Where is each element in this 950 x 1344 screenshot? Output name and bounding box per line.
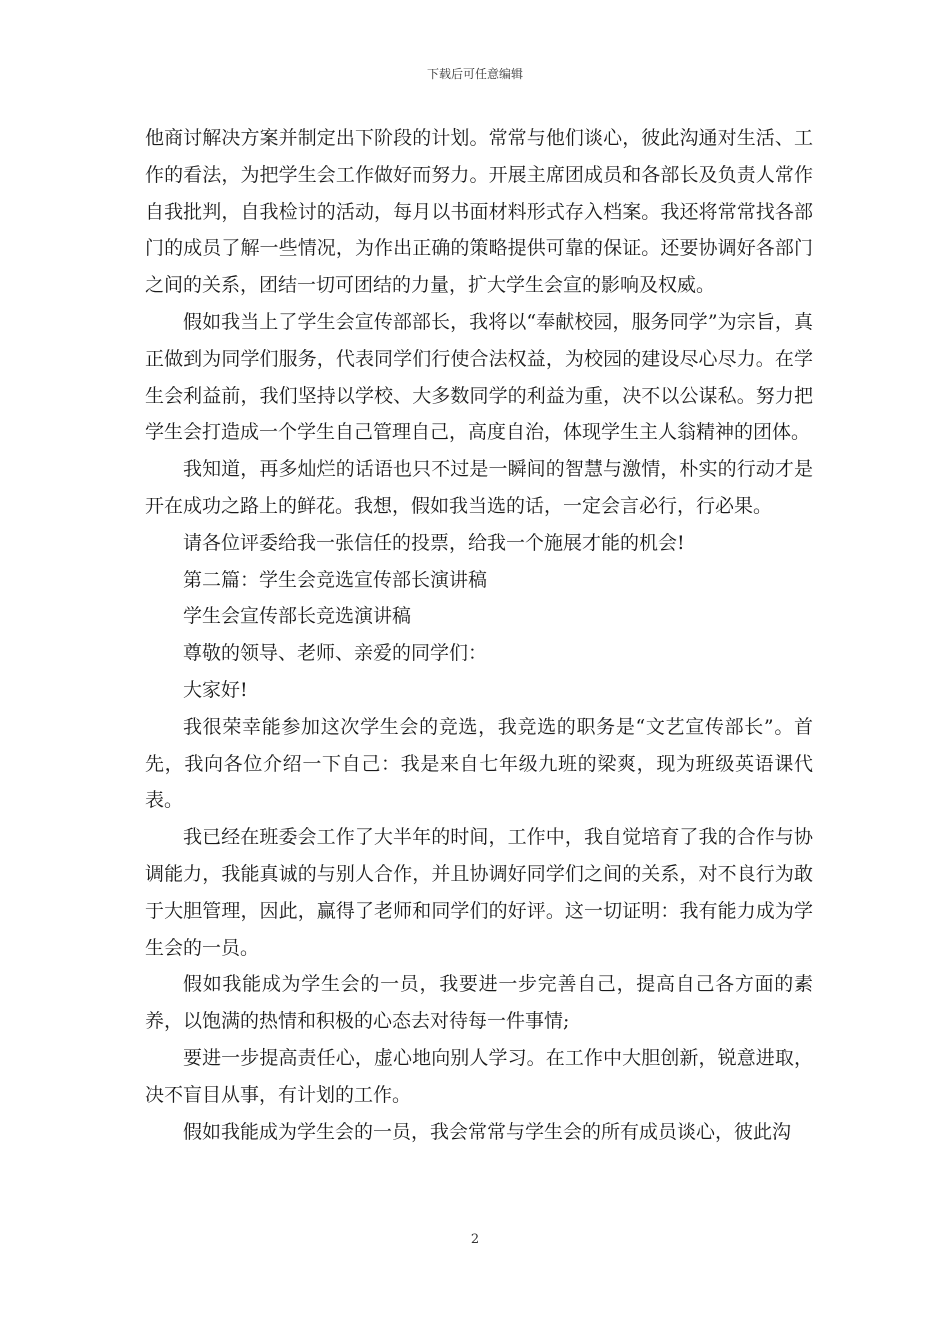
page-number: 2 (470, 1232, 480, 1247)
paragraph-1: 他商讨解决方案并制定出下阶段的计划。常常与他们谈心，彼此沟通对生活、工作的看法，为把学生会工作做好而努力。开展主席团成员和各部长及负责人常作自我批判，自我检讨的活动，每月以书面材料形式存入档案。我还将常常找各部门的成员了解一些情况，为作出正确的策略提供可靠的保证。还要协调好各部门之间的关系，团结一切可团结的力量，扩大学生会宣的影响及权威。 (145, 127, 813, 297)
paragraph-12: 要进一步提高责任心，虚心地向别人学习。在工作中大胆创新，锐意进取，决不盲目从事，有计划的工作。 (145, 1046, 813, 1106)
paragraph-9: 我很荣幸能参加这次学生会的竞选，我竞选的职务是“文艺宣传部长”。首先，我向各位介绍一下自己：我是来自七年级九班的梁爽，现为班级英语课代表。 (145, 715, 813, 812)
paragraph-4: 请各位评委给我一张信任的投票，给我一个施展才能的机会! (183, 531, 685, 554)
page-header: 下载后可任意编辑 (426, 67, 523, 81)
paragraph-2: 假如我当上了学生会宣传部部长，我将以“奉献校园，服务同学”为宗旨，真正做到为同学们服务，代表同学们行使合法权益，为校园的建设尽心尽力。在学生会利益前，我们坚持以学校、大多数同学的利益为重，决不以公谋私。努力把学生会打造成一个学生自己管理自己，高度自治，体现学生主人翁精神的团体。 (145, 310, 813, 444)
section-heading-2: 第二篇：学生会竞选宣传部长演讲稿 (183, 568, 488, 591)
salutation: 尊敬的领导、老师、亲爱的同学们： (183, 642, 488, 665)
paragraph-11: 假如我能成为学生会的一员，我要进一步完善自己，提高自己各方面的素养，以饱满的热情和积极的心态去对待每一件事情; (145, 973, 813, 1033)
speech-title: 学生会宣传部长竞选演讲稿 (183, 605, 412, 628)
document-body (145, 120, 813, 1150)
greeting: 大家好! (183, 678, 248, 701)
paragraph-13: 假如我能成为学生会的一员，我会常常与学生会的所有成员谈心，彼此沟 (183, 1120, 792, 1143)
paragraph-10: 我已经在班委会工作了大半年的时间，工作中，我自觉培育了我的合作与协调能力，我能真诚的与别人合作，并且协调好同学们之间的关系，对不良行为敢于大胆管理，因此，赢得了老师和同学们的好评。这一切证明：我有能力成为学生会的一员。 (145, 826, 813, 959)
paragraph-3: 我知道，再多灿烂的话语也只不过是一瞬间的智慧与激情，朴实的行动才是开在成功之路上的鲜花。我想，假如我当选的话，一定会言必行，行必果。 (145, 458, 813, 517)
